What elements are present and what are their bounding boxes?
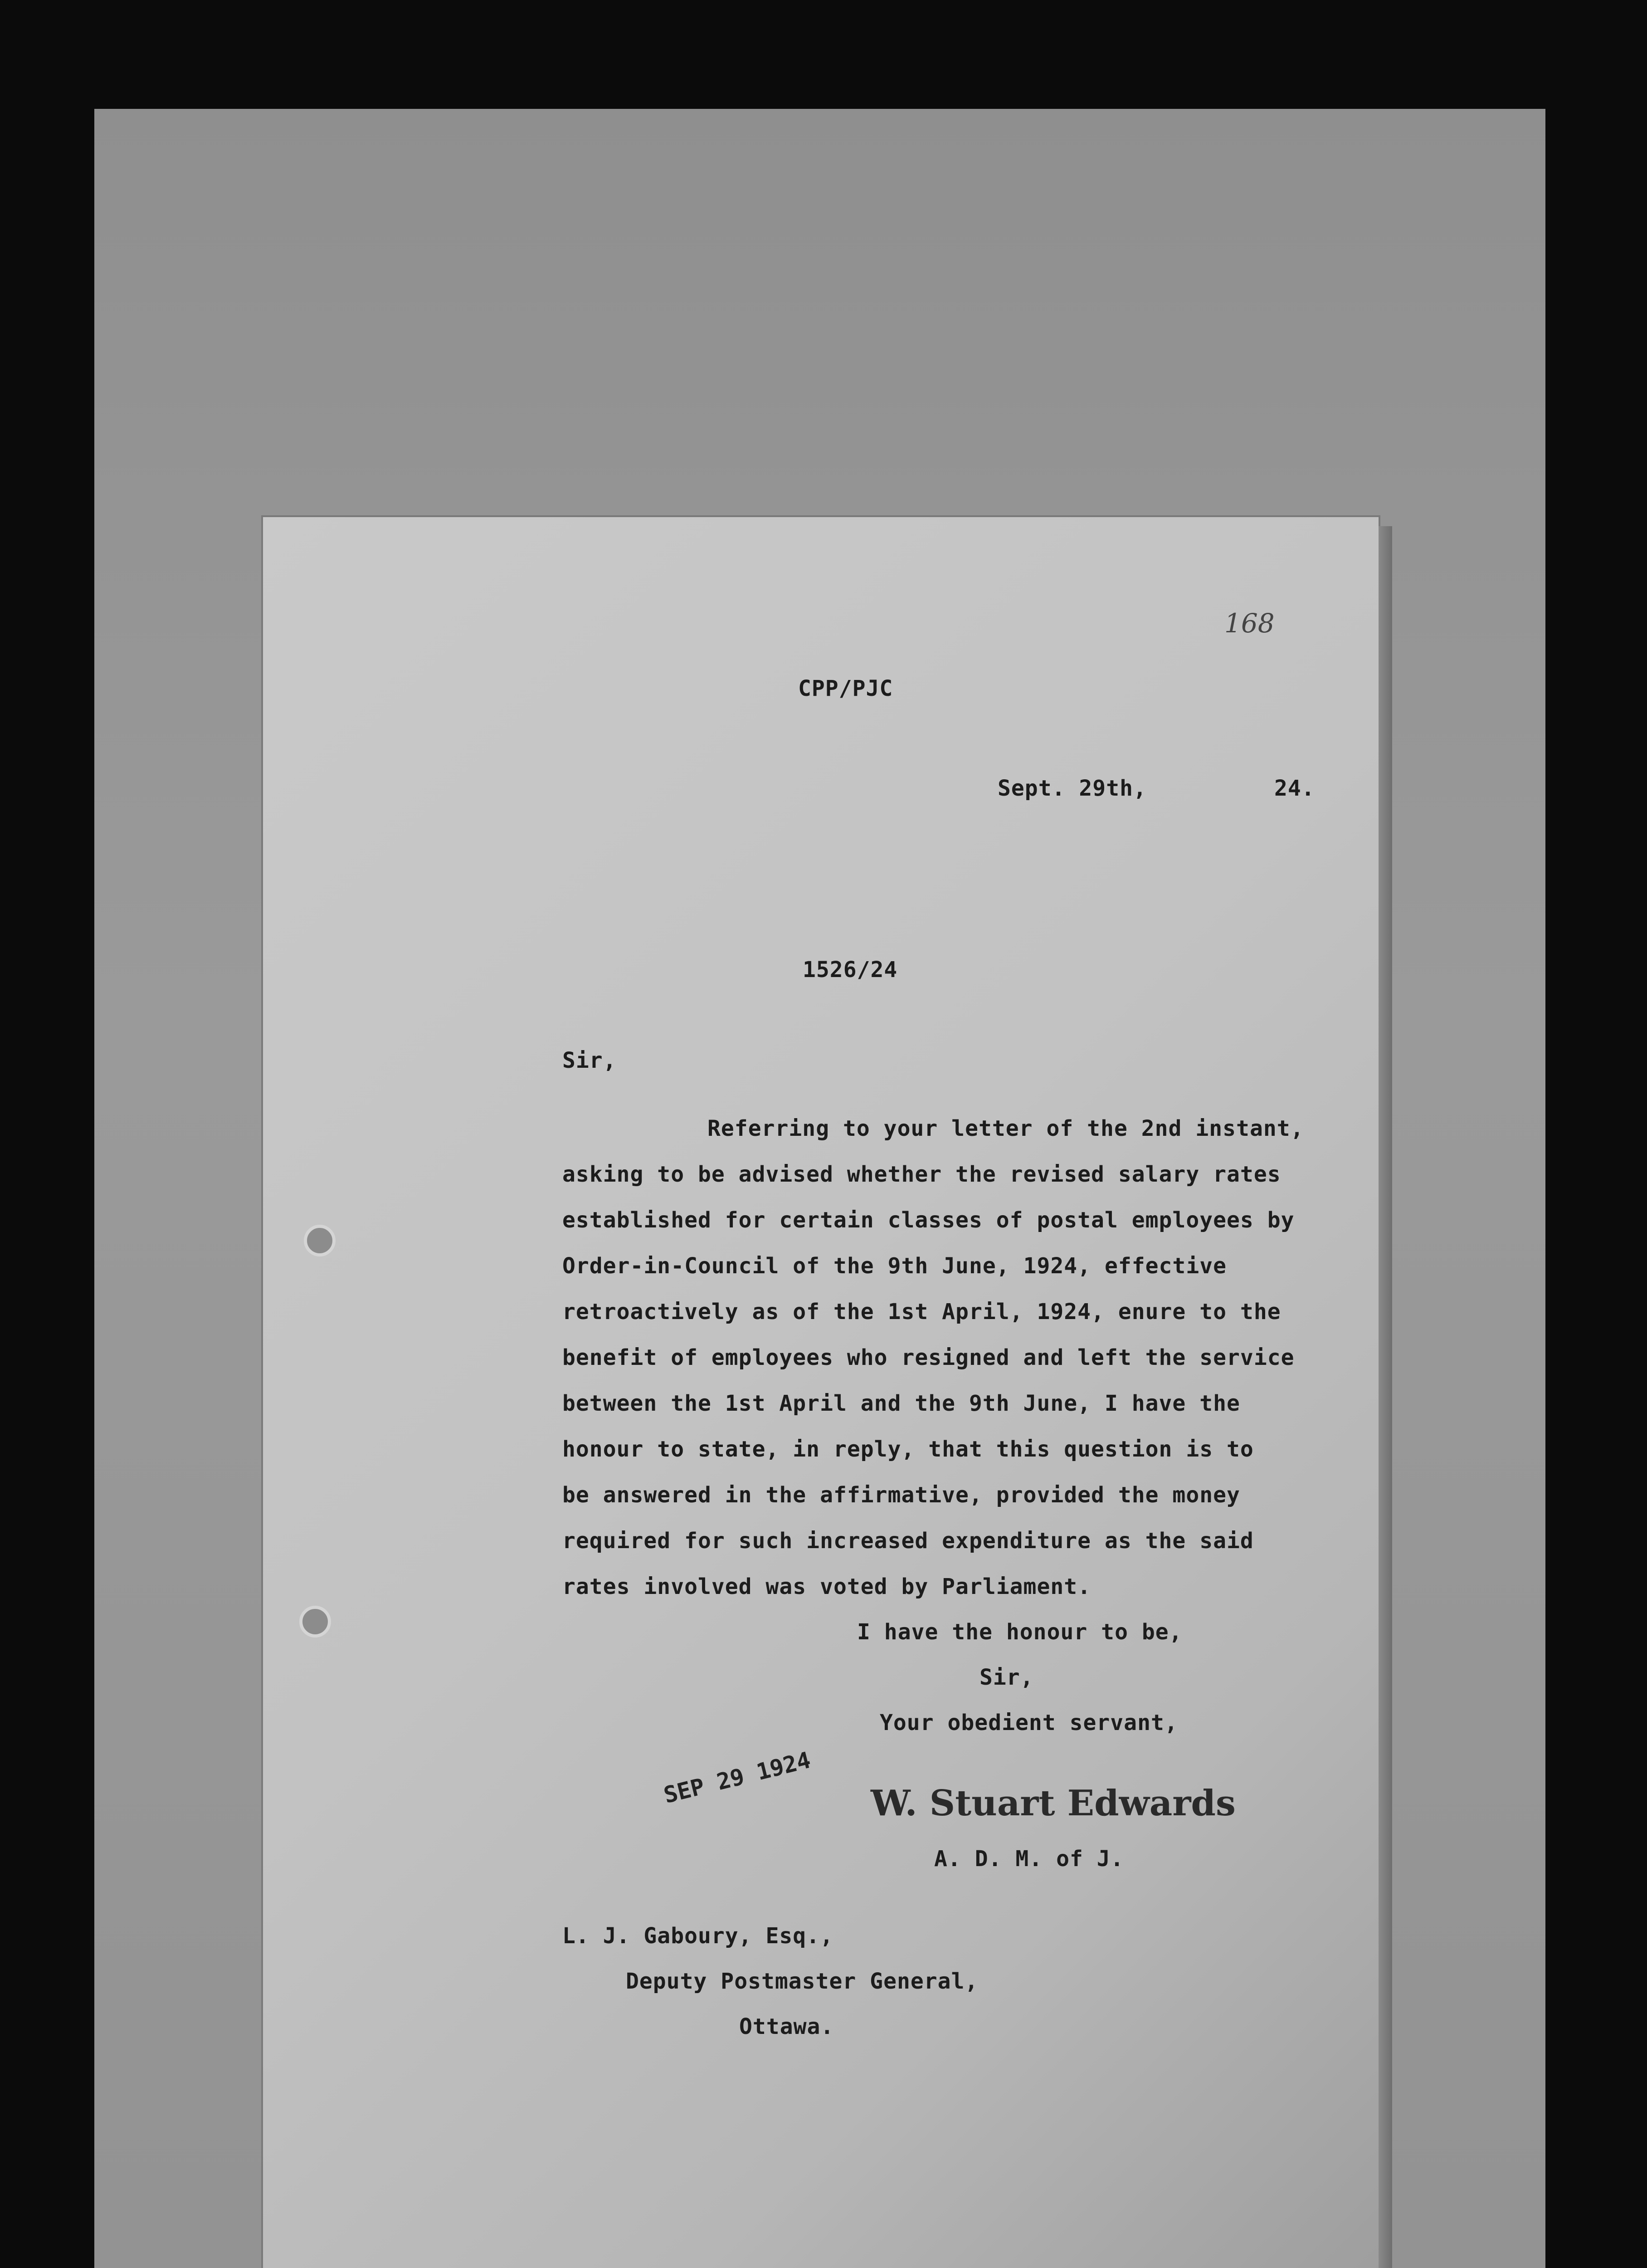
punch-hole-top <box>304 1225 336 1256</box>
signer-title: A. D. M. of J. <box>934 1846 1124 1872</box>
addressee-line: L. J. Gaboury, Esq., <box>562 1923 833 1949</box>
closing-line: I have the honour to be, <box>857 1619 1183 1645</box>
letter-page <box>263 517 1379 2268</box>
addressee-line: Deputy Postmaster General, <box>626 1969 979 1994</box>
received-date-stamp: SEP 29 1924 <box>661 1746 814 1809</box>
body-line: Order-in-Council of the 9th June, 1924, effective <box>562 1253 1227 1279</box>
body-line: Referring to your letter of the 2nd instant, <box>707 1116 1304 1141</box>
body-line: be answered in the affirmative, provided the money <box>562 1482 1240 1508</box>
closing-line: Your obedient servant, <box>880 1710 1178 1735</box>
page-number: 168 <box>1224 608 1275 639</box>
punch-hole-bottom <box>299 1606 331 1637</box>
file-reference: CPP/PJC <box>798 676 893 701</box>
body-line: asking to be advised whether the revised salary rates <box>562 1162 1281 1187</box>
closing-line: Sir, <box>979 1665 1034 1690</box>
salutation: Sir, <box>562 1048 617 1073</box>
letter-date: Sept. 29th, <box>998 776 1147 801</box>
body-line: benefit of employees who resigned and left the service <box>562 1345 1295 1370</box>
body-line: rates involved was voted by Parliament. <box>562 1574 1092 1599</box>
addressee-line: Ottawa. <box>739 2014 834 2039</box>
body-line: established for certain classes of postal employees by <box>562 1207 1295 1233</box>
letter-year: 24. <box>1274 776 1315 801</box>
body-line: retroactively as of the 1st April, 1924, enure to the <box>562 1299 1281 1325</box>
body-line: between the 1st April and the 9th June, I have the <box>562 1391 1240 1416</box>
body-line: required for such increased expenditure as the said <box>562 1528 1254 1554</box>
body-line: honour to state, in reply, that this question is to <box>562 1437 1254 1462</box>
file-number: 1526/24 <box>803 957 898 982</box>
signature-stamp: W. Stuart Edwards <box>871 1783 1236 1824</box>
